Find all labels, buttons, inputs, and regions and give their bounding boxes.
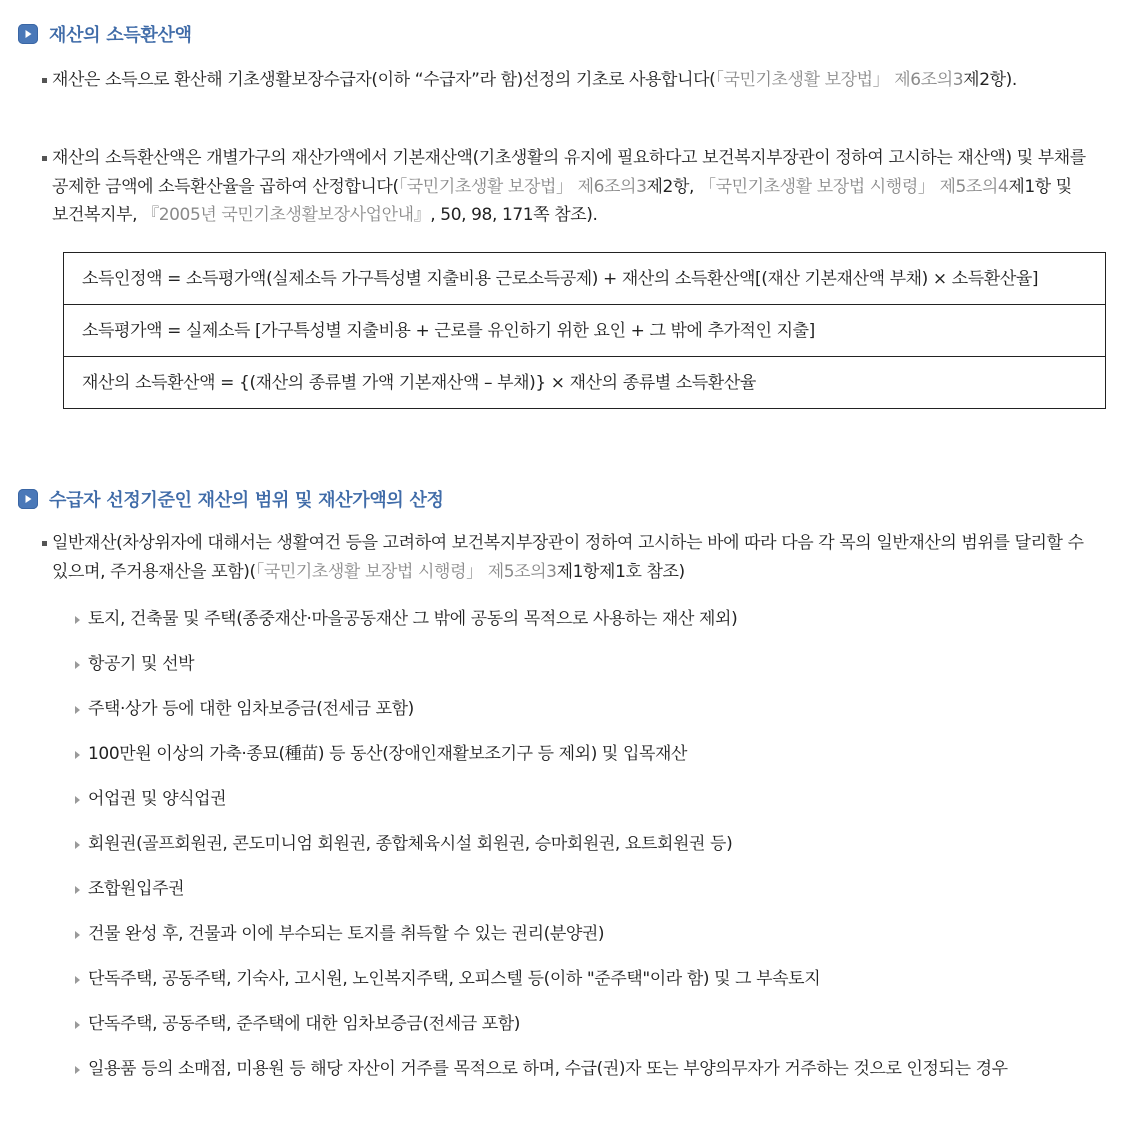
list-item-text: 토지, 건축물 및 주택(종중재산·마을공동재산 그 밖에 공동의 목적으로 사용하는 재산 제외) (88, 609, 738, 629)
triangle-bullet-icon (75, 931, 80, 939)
triangle-bullet-icon (75, 751, 80, 759)
list-item-text: 어업권 및 양식업권 (88, 789, 227, 809)
formula-property-conversion: 재산의 소득환산액 = {(재산의 종류별 가액 기본재산액 – 부채)} × 재산의 종류별 소득환산율 (64, 357, 1106, 409)
list-item (88, 965, 1118, 993)
triangle-bullet-icon (75, 796, 80, 804)
list-item-text: 건물 완성 후, 건물과 이에 부수되는 토지를 취득할 수 있는 권리(분양권) (88, 924, 605, 944)
decree-citation-link[interactable]: 「국민기초생활 보장법 시행령」 제5조의4 (698, 176, 1009, 197)
paragraph-income-conversion-calc (52, 144, 1114, 230)
paragraph-text-tail: , 50, 98, 171쪽 참조). (430, 205, 598, 225)
formula-row (64, 253, 1106, 305)
law-citation-link[interactable]: 「국민기초생활 보장법」 제6조의3 (715, 70, 964, 90)
paragraph-text-tail: 제2항). (963, 70, 1017, 90)
list-item-text: 단독주택, 공동주택, 준주택에 대한 임차보증금(전세금 포함) (88, 1014, 521, 1034)
guide-citation-link[interactable]: 『2005년 국민기초생활보장사업안내』 (142, 205, 431, 225)
triangle-bullet-icon (75, 706, 80, 714)
triangle-bullet-icon (75, 661, 80, 669)
triangle-bullet-icon (75, 1066, 80, 1074)
paragraph-general-property (52, 529, 1114, 586)
list-item (88, 605, 1118, 633)
list-item-text: 일용품 등의 소매점, 미용원 등 해당 자산이 거주를 목적으로 하며, 수급(권)자 또는 부양의무자가 거주하는 것으로 인정되는 경우 (88, 1059, 1008, 1079)
paragraph-text-tail: 제1항제1호 참조) (556, 561, 685, 582)
section-title-property-scope (18, 486, 444, 512)
section-title-text: 수급자 선정기준인 재산의 범위 및 재산가액의 산정 (49, 490, 444, 511)
list-item (88, 920, 1118, 948)
law-citation-link[interactable]: 「국민기초생활 보장법」 제6조의3 (398, 176, 647, 197)
formula-income-recognition: 소득인정액 = 소득평가액(실제소득 가구특성별 지출비용 근로소득공제) + 재산의 소득환산액[(재산 기본재산액 부채) × 소득환산율] (64, 253, 1106, 305)
square-bullet-icon (42, 541, 47, 546)
decree-citation-link[interactable]: 「국민기초생활 보장법 시행령」 제5조의3 (255, 561, 557, 582)
paragraph-text: 일반재산(차상위자에 대해서는 생활여건 등을 고려하여 보건복지부장관이 정하여 고시하는 바에 따라 다음 각 목의 일반재산의 범위를 달리할 수 있으며, 주거용재산을 포함)( (52, 533, 1084, 582)
formula-income-evaluation: 소득평가액 = 실제소득 [가구특성별 지출비용 + 근로를 유인하기 위한 요인 + 그 밖에 추가적인 지출] (64, 305, 1106, 357)
triangle-bullet-icon (75, 976, 80, 984)
paragraph-text-mid: 제1항 및 보건복지부, (52, 176, 1072, 225)
square-bullet-icon (42, 78, 47, 83)
section-title-text: 재산의 소득환산액 (49, 25, 192, 46)
list-item (88, 875, 1118, 903)
section-title-income-conversion (18, 21, 192, 47)
list-item (88, 650, 1118, 678)
formula-row (64, 305, 1106, 357)
triangle-bullet-icon (75, 616, 80, 624)
formula-row (64, 357, 1106, 409)
formula-table (63, 252, 1106, 409)
list-item (88, 740, 1118, 768)
triangle-bullet-icon (75, 841, 80, 849)
list-item (88, 1010, 1118, 1038)
list-item-text: 100만원 이상의 가축·종묘(種苗) 등 동산(장애인재활보조기구 등 제외) 및 입목재산 (88, 744, 688, 764)
paragraph-text: 재산의 소득환산액은 개별가구의 재산가액에서 기본재산액(기초생활의 유지에 필요하다고 보건복지부장관이 정하여 고시하는 재산액) 및 부채를 공제한 금액에 소득환산율을 곱하여 산정합니다( (52, 148, 1086, 197)
paragraph-property-usage (52, 66, 1114, 95)
list-item (88, 785, 1118, 813)
list-item (88, 695, 1118, 723)
paragraph-text-mid: 제2항, (646, 176, 699, 197)
play-arrow-icon (18, 24, 38, 44)
list-item-text: 주택·상가 등에 대한 임차보증금(전세금 포함) (88, 699, 414, 719)
paragraph-text: 재산은 소득으로 환산해 기초생활보장수급자(이하 “수급자”라 함)선정의 기초로 사용합니다( (52, 70, 716, 90)
triangle-bullet-icon (75, 886, 80, 894)
play-arrow-icon (18, 489, 38, 509)
square-bullet-icon (42, 156, 47, 161)
triangle-bullet-icon (75, 1021, 80, 1029)
list-item (88, 1055, 1118, 1083)
list-item-text: 항공기 및 선박 (88, 654, 195, 674)
list-item-text: 조합원입주권 (88, 879, 185, 899)
list-item-text: 단독주택, 공동주택, 기숙사, 고시원, 노인복지주택, 오피스텔 등(이하 "준주택"이라 함) 및 그 부속토지 (88, 969, 821, 989)
list-item (88, 830, 1118, 858)
list-item-text: 회원권(골프회원권, 콘도미니엄 회원권, 종합체육시설 회원권, 승마회원권, 요트회원권 등) (88, 834, 733, 854)
